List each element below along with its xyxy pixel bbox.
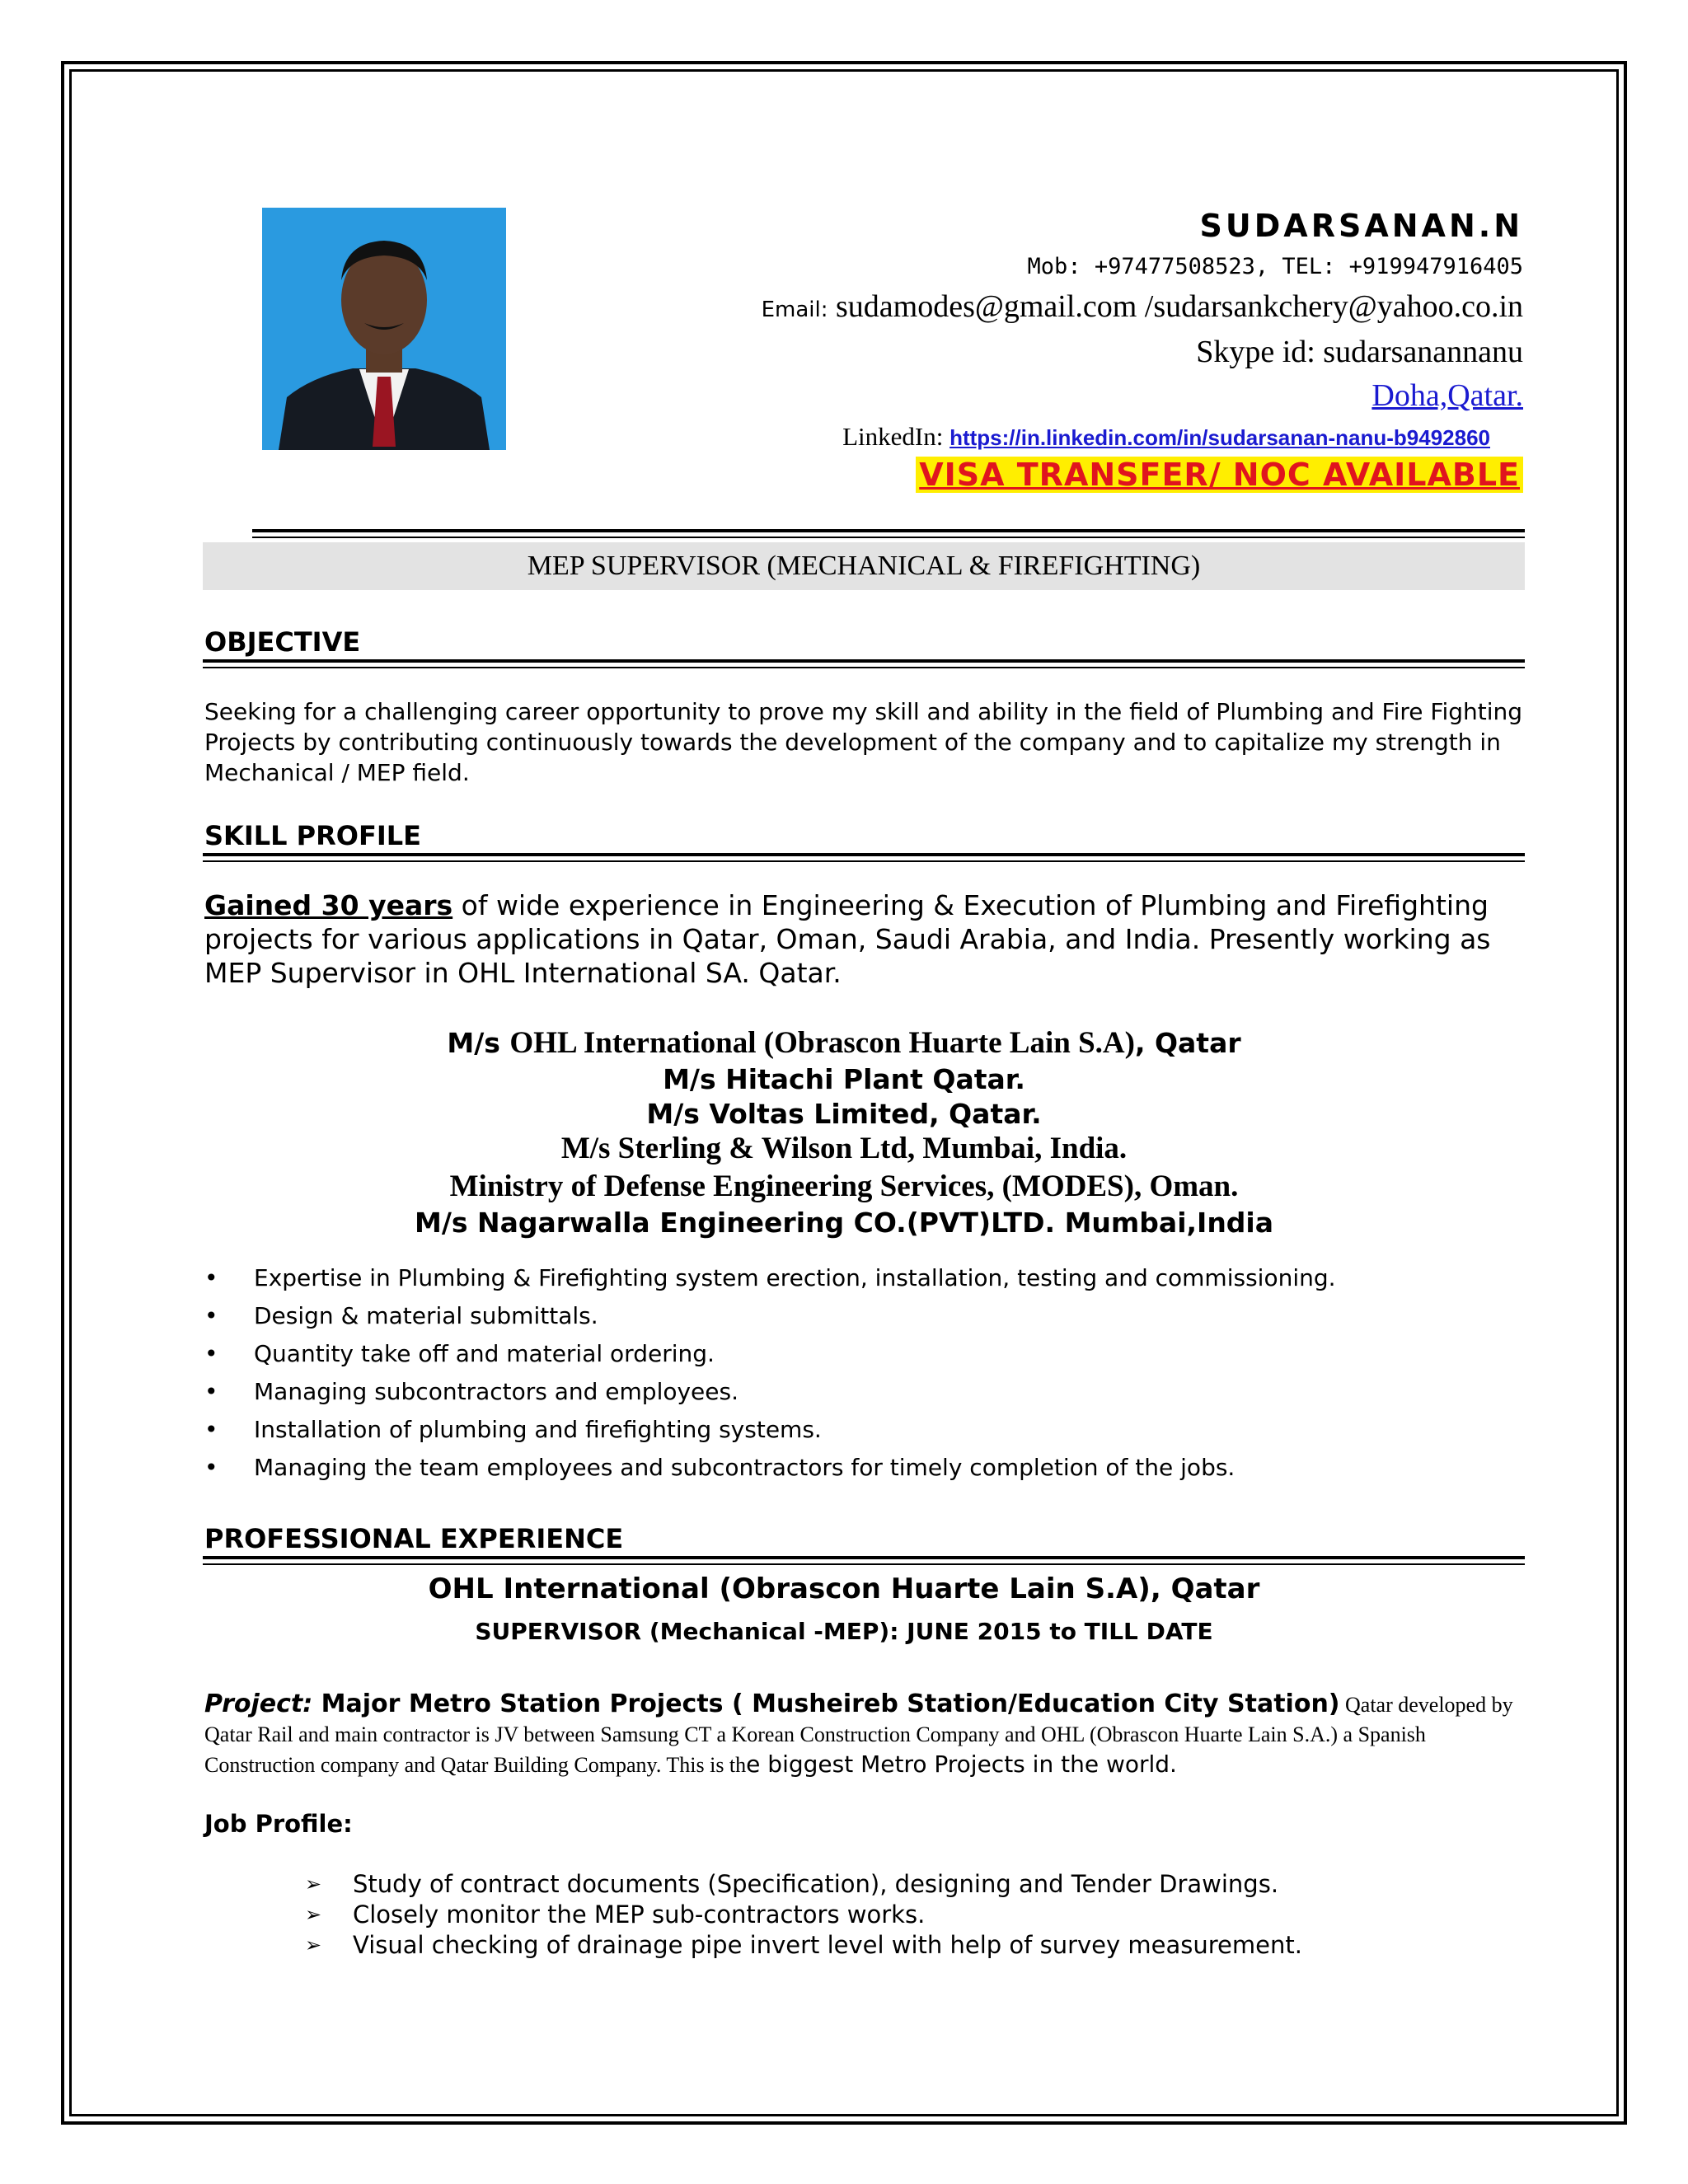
- skill-rule: [203, 853, 1525, 856]
- company-3: M/s Voltas Limited, Qatar.: [646, 1098, 1042, 1130]
- profile-photo: [262, 208, 506, 450]
- company-1-name: OHL International (Obrascon Huarte Lain S.A): [509, 1026, 1135, 1060]
- phone-numbers: Mob: +97477508523, TEL: +919947916405: [1027, 254, 1523, 279]
- candidate-name: SUDARSANAN.N: [1199, 208, 1523, 244]
- company-1-prefix: M/s: [447, 1027, 510, 1059]
- skill-summary: [204, 888, 1523, 990]
- job-title-bar: MEP SUPERVISOR (MECHANICAL & FIREFIGHTING): [203, 542, 1525, 590]
- skype-id: Skype id: sudarsanannanu: [1196, 335, 1523, 369]
- company-5: Ministry of Defense Engineering Services, (MODES), Oman.: [449, 1169, 1239, 1203]
- skill-bullet: • Design & material submittals.: [204, 1297, 1336, 1335]
- company-6: M/s Nagarwalla Engineering CO.(PVT)LTD. Mumbai,India: [414, 1207, 1274, 1239]
- project-label: Project:: [204, 1690, 313, 1718]
- skill-bullet: • Installation of plumbing and firefighting systems.: [204, 1411, 1336, 1449]
- linkedin-link[interactable]: https://in.linkedin.com/in/sudarsanan-nanu-b9492860: [950, 425, 1490, 450]
- objective-heading: OBJECTIVE: [204, 626, 361, 658]
- experience-rule: [203, 1556, 1525, 1559]
- project-description: [204, 1690, 1523, 1780]
- job-item: ➢ Visual checking of drainage pipe invert level with help of survey measurement.: [305, 1930, 1302, 1961]
- current-company: OHL International (Obrascon Huarte Lain S.A), Qatar: [428, 1572, 1260, 1605]
- linkedin-line: [842, 422, 1490, 452]
- linkedin-label: LinkedIn:: [842, 422, 944, 451]
- objective-rule: [203, 659, 1525, 663]
- current-role: SUPERVISOR (Mechanical -MEP): JUNE 2015 to TILL DATE: [475, 1618, 1213, 1645]
- header-divider: [252, 529, 1525, 532]
- skill-bullet: • Managing subcontractors and employees.: [204, 1373, 1336, 1411]
- job-profile-list: [305, 1869, 1302, 1961]
- company-4: M/s Sterling & Wilson Ltd, Mumbai, India.: [560, 1132, 1128, 1165]
- email-addresses: sudamodes@gmail.com /sudarsankchery@yahoo.co.in: [828, 289, 1523, 324]
- objective-text: Seeking for a challenging career opportunity to prove my skill and ability in the field of Plumbing and Fire Fighting Projects by contributing continuously towards the development of the company and to capitalize my strength in Mechanical / MEP field.: [204, 698, 1523, 786]
- portrait-image: [262, 208, 506, 450]
- project-tail: e biggest Metro Projects in the world.: [746, 1750, 1177, 1778]
- visa-banner: VISA TRANSFER/ NOC AVAILABLE: [916, 457, 1523, 493]
- job-item: ➢ Study of contract documents (Specification), designing and Tender Drawings.: [305, 1869, 1302, 1900]
- experience-rule-thin: [203, 1563, 1525, 1565]
- skill-bullet: • Quantity take off and material ordering.: [204, 1335, 1336, 1373]
- location-link[interactable]: Doha,Qatar.: [1372, 378, 1523, 413]
- project-name: Major Metro Station Projects ( Musheireb Station/Education City Station): [312, 1690, 1340, 1718]
- company-2: M/s Hitachi Plant Qatar.: [663, 1063, 1025, 1095]
- email-label: Email:: [761, 298, 828, 322]
- company-1: [0, 1025, 1688, 1061]
- job-profile-heading: Job Profile:: [204, 1810, 353, 1838]
- skill-rule-thin: [203, 860, 1525, 862]
- experience-years: Gained 30 years: [204, 889, 453, 921]
- experience-heading: PROFESSIONAL EXPERIENCE: [204, 1523, 624, 1554]
- email-line: [762, 288, 1523, 325]
- company-1-suffix: , Qatar: [1134, 1027, 1241, 1059]
- skill-bullet: • Expertise in Plumbing & Firefighting system erection, installation, testing and commissioning.: [204, 1259, 1336, 1297]
- skill-bullet: • Managing the team employees and subcontractors for timely completion of the jobs.: [204, 1449, 1336, 1487]
- header-divider-thin: [252, 537, 1525, 538]
- skill-bullets: [204, 1259, 1336, 1487]
- job-item: ➢ Closely monitor the MEP sub-contractors works.: [305, 1900, 1302, 1930]
- project-desc: Qatar developed by Qatar Rail and main contractor is JV between Samsung CT a Korean Construction Company and OHL (Obrascon Huarte Lain S.A.) a Spanish Construction company and Qatar Building Company. This is th: [204, 1693, 1513, 1777]
- objective-rule-thin: [203, 667, 1525, 668]
- skill-summary-text: of wide experience in Engineering & Execution of Plumbing and Firefighting projects for various applications in Qatar, Oman, Saudi Arabia, and India. Presently working as MEP Supervisor in OHL International SA. Qatar.: [204, 889, 1491, 989]
- skill-heading: SKILL PROFILE: [204, 820, 421, 851]
